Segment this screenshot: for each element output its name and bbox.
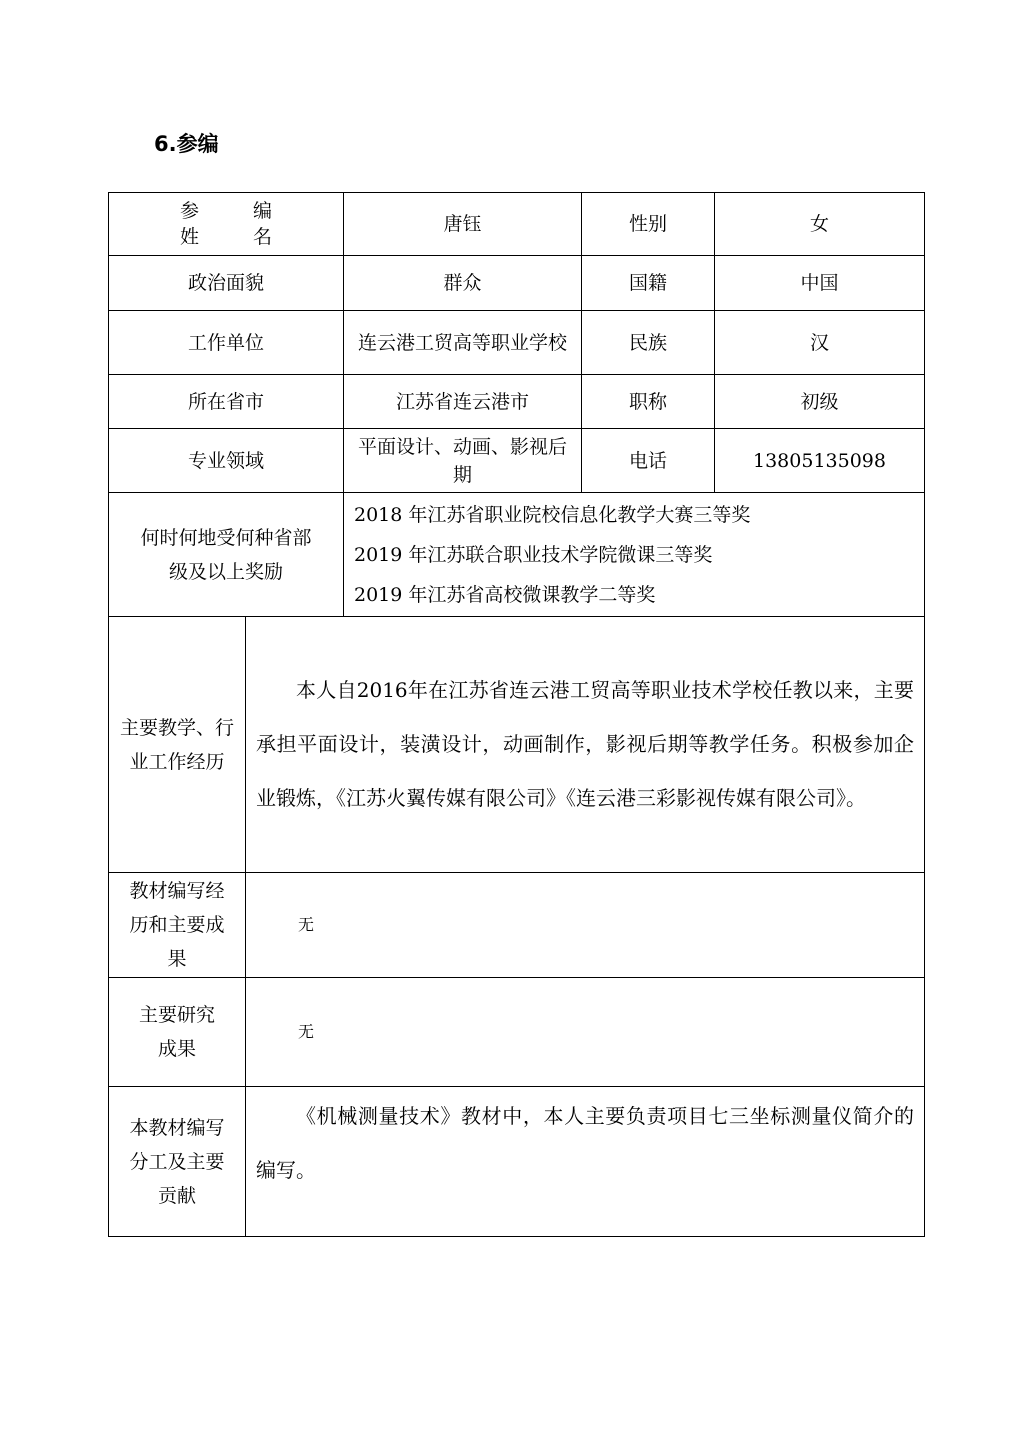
experience-label: 主要教学、行业工作经历 — [109, 617, 246, 873]
title-value: 初级 — [715, 375, 924, 429]
gender-label: 性别 — [582, 193, 715, 256]
gender-value: 女 — [715, 193, 924, 256]
name-value: 唐钰 — [344, 193, 582, 256]
nationality-value: 中国 — [715, 256, 924, 311]
name-label-line2: 姓名 — [180, 226, 272, 248]
award-item: 2018 年江苏省职业院校信息化教学大赛三等奖 — [354, 504, 751, 526]
awards-list — [344, 493, 924, 617]
info-table — [108, 192, 925, 1237]
award-item: 2019 年江苏省高校微课教学二等奖 — [354, 584, 656, 606]
political-label: 政治面貌 — [109, 256, 344, 311]
phone-label: 电话 — [582, 429, 715, 493]
contribution-label: 本教材编写分工及主要贡献 — [109, 1087, 246, 1236]
province-label: 所在省市 — [109, 375, 344, 429]
research-value: 无 — [246, 978, 924, 1087]
research-label: 主要研究成果 — [109, 978, 246, 1087]
title-label: 职称 — [582, 375, 715, 429]
award-item: 2019 年江苏联合职业技术学院微课三等奖 — [354, 544, 713, 566]
work-unit-value: 连云港工贸高等职业学校 — [344, 311, 582, 375]
political-value: 群众 — [344, 256, 582, 311]
name-label-line1: 参编 — [180, 200, 272, 222]
nationality-label: 国籍 — [582, 256, 715, 311]
awards-label: 何时何地受何种省部级及以上奖励 — [109, 493, 344, 617]
experience-text: 本人自2016年在江苏省连云港工贸高等职业技术学校任教以来，主要承担平面设计，装潢设计，动画制作，影视后期等教学任务。积极参加企业锻炼，《江苏火翼传媒有限公司》《连云港三彩影视传媒有限公司》。 — [256, 678, 914, 810]
ethnicity-label: 民族 — [582, 311, 715, 375]
name-label-cell — [109, 193, 344, 256]
contribution-text: 《机械测量技术》教材中，本人主要负责项目七三坐标测量仪简介的编写。 — [256, 1104, 914, 1182]
phone-value: 13805135098 — [715, 429, 924, 493]
experience-text-cell — [246, 617, 924, 873]
field-value: 平面设计、动画、影视后期 — [344, 429, 582, 493]
textbook-history-label: 教材编写经历和主要成果 — [109, 873, 246, 978]
field-label: 专业领域 — [109, 429, 344, 493]
province-value: 江苏省连云港市 — [344, 375, 582, 429]
contribution-text-cell — [246, 1087, 924, 1236]
textbook-history-value: 无 — [246, 873, 924, 978]
ethnicity-value: 汉 — [715, 311, 924, 375]
work-unit-label: 工作单位 — [109, 311, 344, 375]
section-title: 6.参编 — [154, 132, 219, 156]
